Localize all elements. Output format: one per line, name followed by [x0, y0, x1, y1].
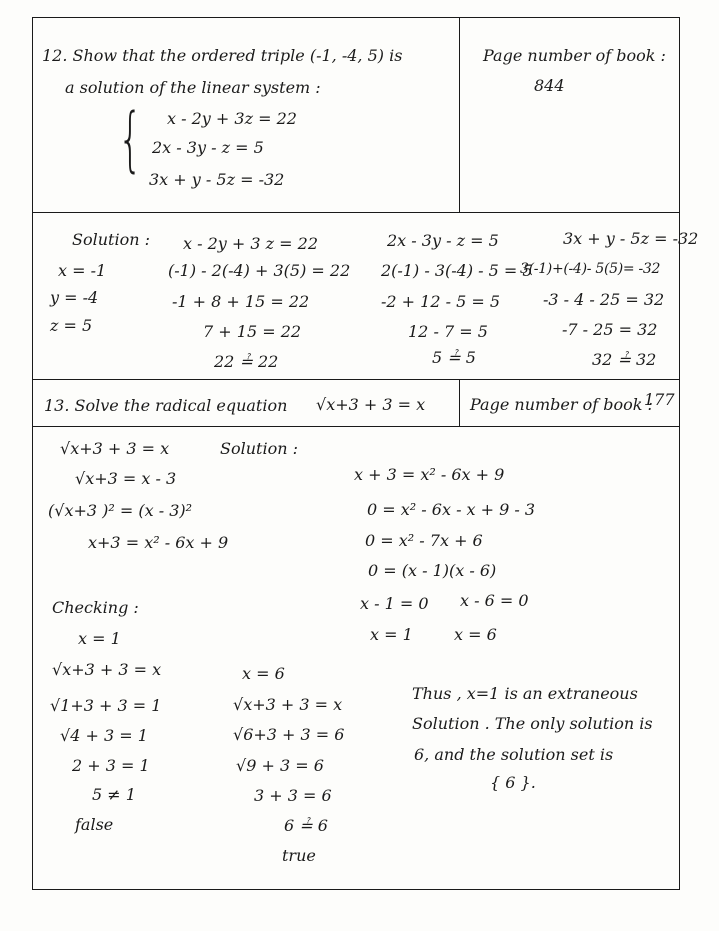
p13-left-1: √x+3 + 3 = x: [60, 439, 170, 458]
check2-row1: x = 6: [242, 664, 285, 683]
p13-right-3: 0 = x² - 7x + 6: [365, 531, 483, 550]
p12-col3-row5: 32 ≟ 32: [592, 350, 657, 369]
checking-label: Checking :: [52, 598, 139, 617]
system-brace: {: [118, 98, 143, 180]
p12-col1-row4: 7 + 15 = 22: [203, 322, 302, 341]
p13-factor-1: x - 1 = 0: [360, 594, 429, 613]
check2-row7: true: [282, 846, 316, 865]
conclusion-line-1: Thus , x=1 is an extraneous: [412, 684, 638, 703]
check1-row2: √x+3 + 3 = x: [52, 660, 162, 679]
p12-col3-row3: -3 - 4 - 25 = 32: [543, 290, 665, 309]
p13-right-1: x + 3 = x² - 6x + 9: [354, 465, 505, 484]
p13-right-2: 0 = x² - 6x - x + 9 - 3: [367, 500, 536, 519]
check2-row2: √x+3 + 3 = x: [233, 695, 343, 714]
p13-page-label: Page number of book :: [470, 395, 653, 414]
p12-col1-row2: (-1) - 2(-4) + 3(5) = 22: [168, 261, 351, 280]
p13-left-3: (√x+3 )² = (x - 3)²: [48, 501, 193, 520]
check1-row7: false: [75, 815, 114, 834]
divider-v2: [459, 379, 460, 426]
p13-root-1: x = 1: [370, 625, 413, 644]
p12-col2-row1: 2x - 3y - z = 5: [387, 231, 499, 250]
p12-col2-row2: 2(-1) - 3(-4) - 5 = 5: [381, 261, 533, 280]
p12-col2-row4: 12 - 7 = 5: [408, 322, 488, 341]
p12-page-num: 844: [534, 76, 565, 95]
conclusion-line-4: { 6 }.: [490, 773, 536, 792]
p12-col3-row1: 3x + y - 5z = -32: [563, 229, 699, 248]
p12-page-label: Page number of book :: [483, 46, 666, 65]
conclusion-line-3: 6, and the solution set is: [414, 745, 614, 764]
divider-3: [32, 426, 680, 427]
p12-col3-row2: 3(-1)+(-4)- 5(5)= -32: [520, 261, 661, 277]
p13-equation: √x+3 + 3 = x: [316, 395, 426, 414]
p12-col1-row5: 22 ≟ 22: [214, 352, 279, 371]
p12-eq1: x - 2y + 3z = 22: [167, 109, 297, 128]
p12-heading: 12. Show that the ordered triple (-1, -4, 5) is: [42, 46, 403, 65]
check2-row4: √9 + 3 = 6: [236, 756, 324, 775]
p12-col2-row3: -2 + 12 - 5 = 5: [381, 292, 501, 311]
p12-heading-2: a solution of the linear system :: [65, 78, 321, 97]
divider-1: [32, 212, 680, 213]
p12-col3-row4: -7 - 25 = 32: [562, 320, 658, 339]
p13-root-2: x = 6: [454, 625, 497, 644]
check1-row5: 2 + 3 = 1: [72, 756, 150, 775]
p13-left-4: x+3 = x² - 6x + 9: [88, 533, 229, 552]
p12-col1-row3: -1 + 8 + 15 = 22: [172, 292, 310, 311]
p13-right-4: 0 = (x - 1)(x - 6): [368, 561, 497, 580]
p12-solution-label: Solution :: [72, 230, 150, 249]
p12-eq2: 2x - 3y - z = 5: [152, 138, 264, 157]
check2-row6: 6 ≟ 6: [284, 816, 328, 835]
check1-row1: x = 1: [78, 629, 121, 648]
check2-row5: 3 + 3 = 6: [254, 786, 332, 805]
check2-row3: √6+3 + 3 = 6: [233, 725, 345, 744]
p13-factor-2: x - 6 = 0: [460, 591, 529, 610]
check1-row4: √4 + 3 = 1: [60, 726, 148, 745]
p13-page-num: 177: [644, 390, 675, 409]
p13-solution-label: Solution :: [220, 439, 298, 458]
p13-left-2: √x+3 = x - 3: [75, 469, 177, 488]
p13-heading: 13. Solve the radical equation: [44, 396, 288, 415]
check1-row6: 5 ≠ 1: [92, 785, 136, 804]
divider-2: [32, 379, 680, 380]
divider-v1: [459, 17, 460, 212]
conclusion-line-2: Solution . The only solution is: [412, 714, 653, 733]
p12-eq3: 3x + y - 5z = -32: [149, 170, 285, 189]
p12-val-z: z = 5: [50, 316, 93, 335]
p12-val-y: y = -4: [50, 288, 99, 307]
p12-col1-row1: x - 2y + 3 z = 22: [183, 234, 319, 253]
check1-row3: √1+3 + 3 = 1: [50, 696, 162, 715]
p12-col2-row5: 5 ≟ 5: [432, 348, 476, 367]
p12-val-x: x = -1: [58, 261, 107, 280]
